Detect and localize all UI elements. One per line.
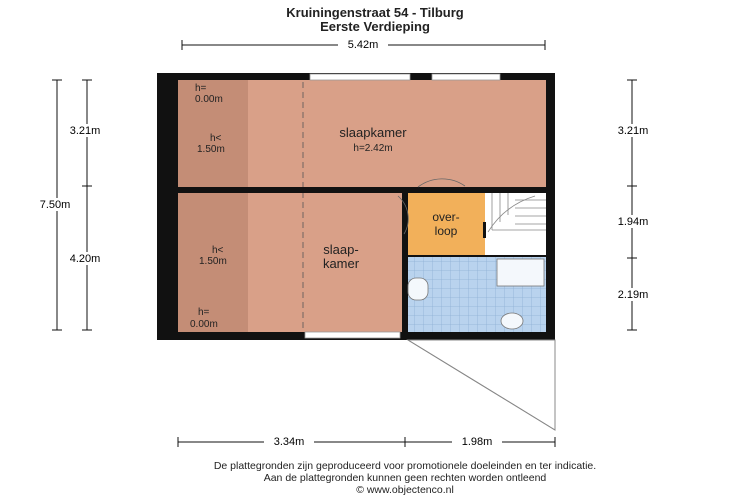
dim-right-upper: 3.21m xyxy=(617,125,649,137)
dim-bottom xyxy=(178,435,555,448)
dim-top xyxy=(182,38,545,51)
dim-left-total: 7.50m xyxy=(39,199,71,211)
door-stop xyxy=(483,222,486,238)
wall-horizontal xyxy=(178,187,546,193)
toilet xyxy=(501,313,523,329)
label-h-lt-2-val: 1.50m xyxy=(199,256,227,267)
label-slaapkamer-1: slaapkamer xyxy=(339,125,407,140)
dim-right-middle: 1.94m xyxy=(617,216,649,228)
address-title: Kruiningenstraat 54 - Tilburg xyxy=(286,5,464,20)
dim-bottom-left: 3.34m xyxy=(273,436,305,448)
dim-left xyxy=(30,80,108,330)
sink xyxy=(408,278,428,300)
label-h-zero-2: h= xyxy=(198,307,210,318)
label-overloop-b: loop xyxy=(434,224,458,238)
label-h-lt-1-val: 1.50m xyxy=(197,144,225,155)
label-slaapkamer-2-a: slaap- xyxy=(323,242,359,257)
footer-disclaimer-2: Aan de plattegronden kunnen geen rechten worden ontleend xyxy=(263,472,547,484)
label-slaapkamer-2-b: kamer xyxy=(322,256,360,271)
label-overloop-a: over- xyxy=(432,210,460,224)
dim-left-upper: 3.21m xyxy=(69,125,101,137)
label-h-zero-1: h= xyxy=(195,83,207,94)
dim-left-lower: 4.20m xyxy=(69,253,101,265)
footer-copyright: © www.objectenco.nl xyxy=(356,484,454,496)
dim-top-label: 5.42m xyxy=(347,39,379,51)
shower-tray xyxy=(497,259,544,286)
dim-right xyxy=(610,80,656,330)
label-slaapkamer-1-height: h=2.42m xyxy=(353,143,393,154)
label-h-lt-2: h< xyxy=(212,245,224,256)
footer-disclaimer-1: De plattegronden zijn geproduceerd voor promotionele doeleinden en ter indicatie. xyxy=(213,460,597,472)
floor-title: Eerste Verdieping xyxy=(320,19,430,34)
dim-bottom-right: 1.98m xyxy=(461,436,493,448)
label-h-zero-1-val: 0.00m xyxy=(195,94,223,105)
wall-bathroom xyxy=(408,255,546,257)
label-h-lt-1: h< xyxy=(210,133,222,144)
label-h-zero-2-val: 0.00m xyxy=(190,319,218,330)
dim-right-lower: 2.19m xyxy=(617,289,649,301)
